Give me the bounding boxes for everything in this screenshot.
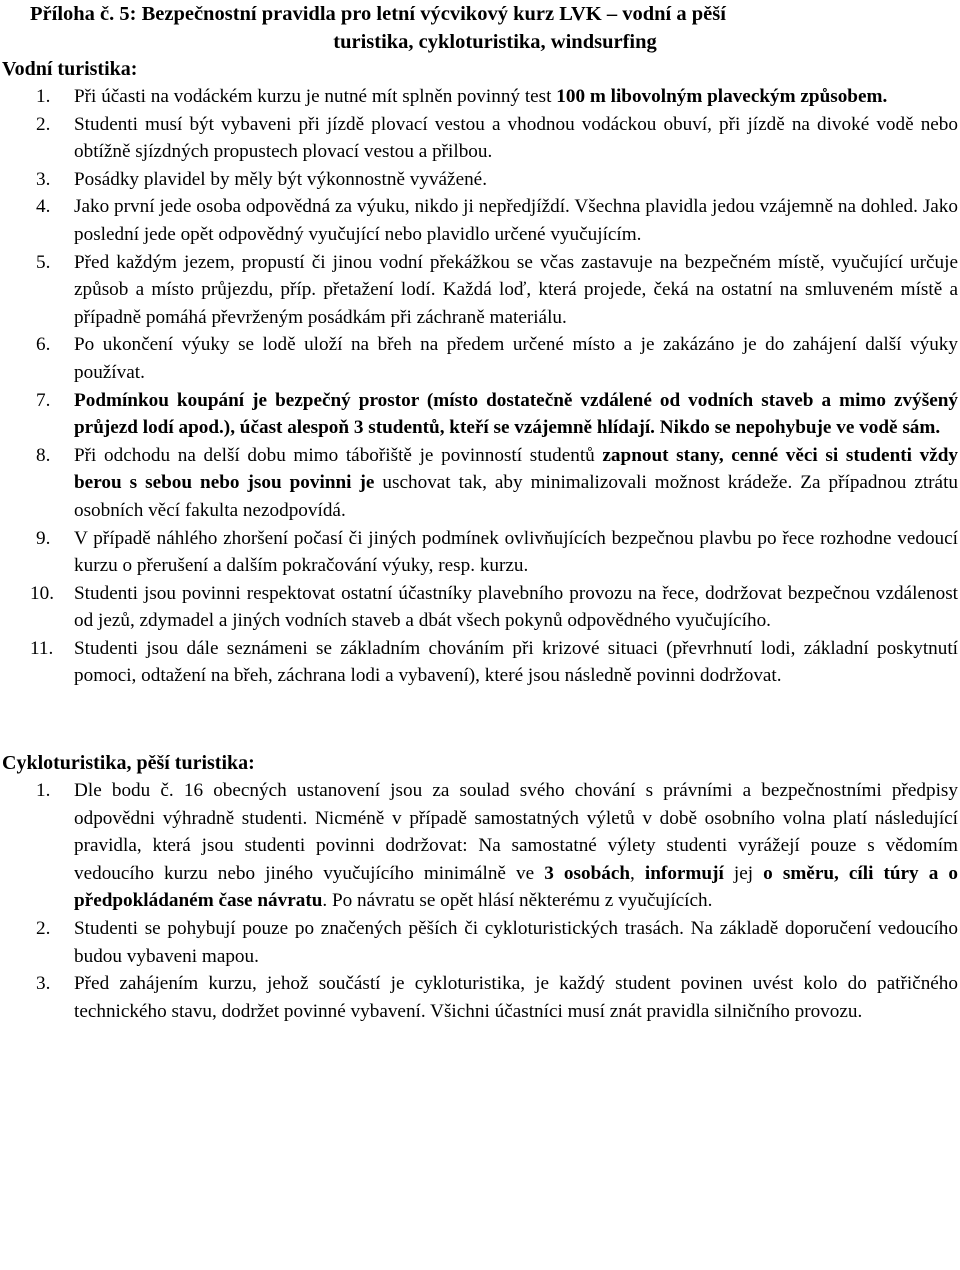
rule-number: 1. — [36, 86, 51, 107]
rule-text: Studenti se pohybují pouze po značených pěších či cykloturistických trasách. Na základě doporučení vedoucího budou vybaveni mapou. — [74, 918, 958, 967]
rule-number: 11. — [30, 637, 54, 659]
rule-text: uschovat tak, aby minimalizovali možnost krádeže. Za případnou ztrátu osobních věcí fakulta nezodpovídá. — [74, 472, 958, 521]
rule-item — [0, 83, 960, 111]
rule-number: 4. — [36, 196, 51, 218]
rule-item — [0, 580, 960, 635]
rule-item — [0, 525, 960, 580]
rule-text: . Po návratu se opět hlásí některému z vyučujících. — [322, 890, 713, 912]
rule-text: Jako první jede osoba odpovědná za výuku, nikdo ji nepředjíždí. Všechna plavidla jedou vzájemně na dohled. Jako poslední jede opět odpovědný vyučující nebo plavidlo určené vyučujícím. — [74, 196, 958, 245]
rule-number: 5. — [36, 251, 51, 273]
rule-text-bold: Podmínkou koupání je bezpečný prostor (místo dostatečně vzdálené od vodních staveb a mimo zvýšený průjezd lodí apod.), účast alespoň 3 studentů, kteří se vzájemně hlídají. Nikdo se nepohybuje ve vodě sám. — [74, 389, 958, 439]
rule-number: 10. — [30, 582, 54, 604]
rule-item — [0, 777, 960, 915]
title-line-1: Příloha č. 5: Bezpečnostní pravidla pro letní výcvikový kurz LVK – vodní a pěší — [30, 3, 726, 25]
rule-item — [0, 331, 960, 386]
rule-item — [0, 193, 960, 248]
rule-number: 2. — [36, 918, 51, 940]
rule-text: Studenti musí být vybaveni při jízdě plovací vestou a vhodnou vodáckou obuví, při jízdě na divoké vodě nebo obtížně sjízdných propustech plovací vestou a přilbou. — [74, 113, 958, 163]
rule-item — [0, 111, 960, 166]
rule-number: 9. — [36, 527, 51, 549]
document-title — [0, 0, 930, 56]
cycling-rules-list — [0, 777, 960, 1025]
rule-number: 7. — [36, 389, 51, 411]
section-gap — [0, 690, 960, 750]
rule-item — [0, 249, 960, 332]
rule-number: 3. — [36, 168, 51, 190]
section-heading-cycling: Cykloturistika, pěší turistika: — [2, 752, 255, 775]
rule-text: V případě náhlého zhoršení počasí či jiných podmínek ovlivňujících bezpečnou plavbu po řece rozhodne vedoucí kurzu o přerušení a dalším pokračování výuky, resp. kurzu. — [74, 527, 958, 577]
rule-text: Při odchodu na delší dobu mimo tábořiště je povinností studentů — [74, 444, 603, 466]
rule-text-bold: zapnout stany, cenné věci si studenti vždy berou s sebou nebo jsou povinni je — [74, 444, 958, 494]
rule-number: 2. — [36, 113, 51, 135]
rule-number: 1. — [36, 780, 51, 802]
rule-item — [0, 166, 960, 194]
rule-item — [0, 635, 960, 690]
rule-text-bold: informují — [644, 862, 724, 884]
rule-text: Dle bodu č. 16 obecných ustanovení jsou za soulad svého chování s právními a bezpečnostními předpisy odpovědni výhradně studenti. Nicméně v případě samostatných výletů v době osobního volna platí následující pravidla, která jsou studenti povinni dodržovat: Na samostatné výlety studenti vyrážejí pouze s vědomím vedoucího kurzu nebo jiného vyučujícího minimálně ve — [74, 780, 958, 884]
rule-item — [0, 387, 960, 442]
rule-text-bold: o směru, cíli túry a o předpokládaném čase návratu — [74, 862, 959, 912]
rule-number: 6. — [36, 334, 51, 356]
rule-text: Před každým jezem, propustí či jinou vodní překážkou se včas zastavuje na bezpečném místě, vyučující určuje způsob a místo průjezdu, příp. přetažení lodí. Každá loď, která projede, čeká na ostatní na smluveném místě a případně pomáhá převrženým posádkám při záchraně materiálu. — [74, 251, 958, 328]
rule-item — [0, 970, 960, 1025]
rule-item — [0, 442, 960, 525]
title-line-2: turistika, cykloturistika, windsurfing — [333, 31, 657, 53]
rule-text: Posádky plavidel by měly být výkonnostně vyvážené. — [74, 168, 487, 190]
rule-item — [0, 915, 960, 970]
rule-text: Studenti jsou dále seznámeni se základním chováním při krizové situaci (převrhnutí lodi, základní poskytnutí pomoci, odtažení na břeh, záchrana lodi a vybavení), které jsou následně povinni dodržovat. — [74, 637, 958, 687]
rule-number: 3. — [36, 973, 51, 995]
rule-text: Při účasti na vodáckém kurzu je nutné mít splněn povinný test — [74, 86, 557, 107]
rule-text: Studenti jsou povinni respektovat ostatní účastníky plavebního provozu na řece, dodržovat bezpečnou vzdálenost od jezů, zdymadel a jiných vodních staveb a dbát všech pokynů odpovědného vyučujícího. — [74, 582, 958, 632]
section-heading-water: Vodní turistika: — [2, 58, 138, 80]
rule-text: Před zahájením kurzu, jehož součástí je cykloturistika, je každý student povinen uvést kolo do patřičného technického stavu, dodržet povinné vybavení. Všichni účastníci musí znát pravidla silničního provozu. — [74, 973, 958, 1022]
rule-text: jej — [723, 862, 764, 884]
rule-number: 8. — [36, 444, 51, 466]
rule-text: , — [630, 862, 645, 884]
rule-text: Po ukončení výuky se lodě uloží na břeh na předem určené místo a je zakázáno je do zahájení další výuky používat. — [74, 334, 958, 383]
water-rules-list — [0, 83, 960, 690]
rule-text-bold: 3 osobách — [544, 862, 631, 884]
rule-text-bold: 100 m libovolným plaveckým způsobem. — [556, 86, 888, 107]
